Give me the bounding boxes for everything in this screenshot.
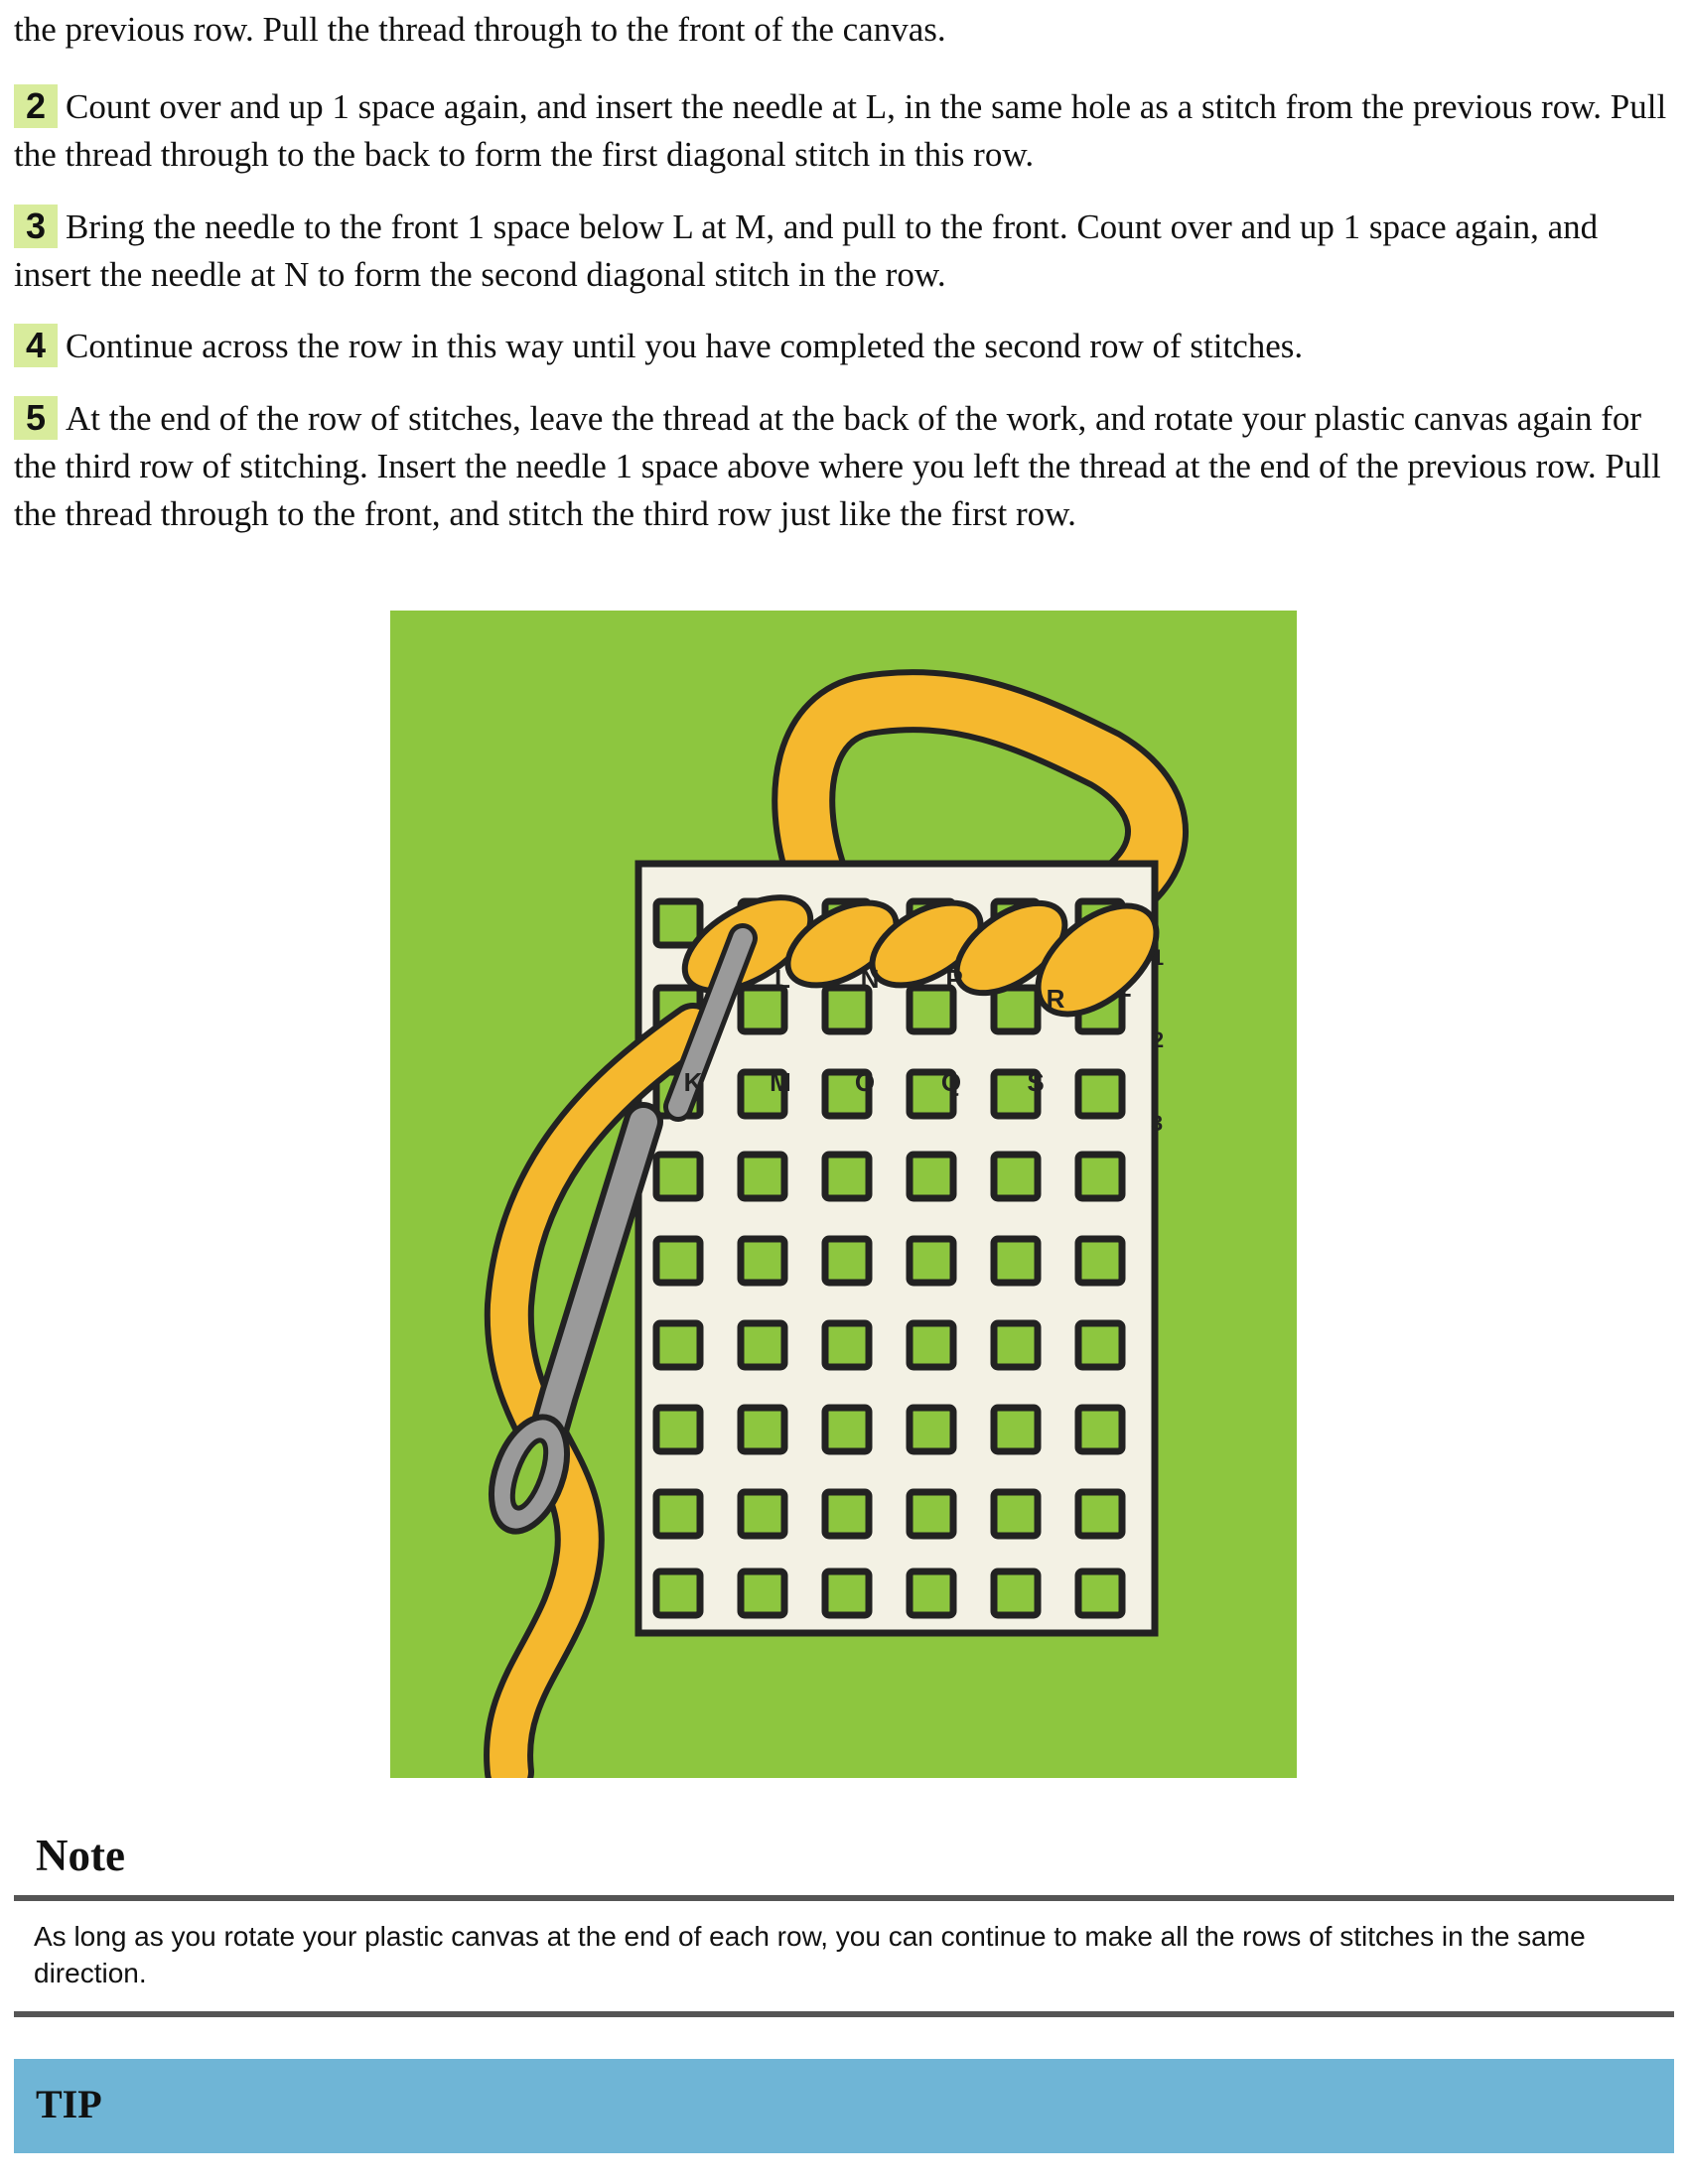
step-5 <box>14 395 1672 538</box>
canvas-hole <box>656 1492 700 1536</box>
note-title: Note <box>36 1831 125 1880</box>
canvas-hole <box>994 1408 1038 1451</box>
canvas-hole <box>656 1408 700 1451</box>
hole-label-o: O <box>854 1067 876 1097</box>
canvas-hole <box>656 1323 700 1367</box>
canvas-hole <box>994 1155 1038 1198</box>
canvas-hole <box>1078 1239 1122 1283</box>
canvas-hole <box>1078 1571 1122 1615</box>
canvas-hole <box>1078 1072 1122 1116</box>
step-number: 4 <box>14 324 58 367</box>
canvas-hole <box>1078 1323 1122 1367</box>
step-text: Bring the needle to the front 1 space below L at M, and pull to the front. Count over and up 1 space again, and insert the needle at N to form the second diagonal stitch in the row. <box>14 207 1599 294</box>
canvas-hole <box>994 1239 1038 1283</box>
canvas-hole <box>656 1155 700 1198</box>
canvas-hole <box>741 1323 784 1367</box>
tip-box <box>14 2059 1674 2153</box>
canvas-hole <box>1078 1155 1122 1198</box>
canvas-hole <box>825 1408 869 1451</box>
intro-paragraph: the previous row. Pull the thread through to the front of the canvas. <box>14 10 946 49</box>
hole-label-q: Q <box>940 1067 962 1097</box>
canvas-hole <box>910 1571 953 1615</box>
hole-label-l: L <box>774 964 790 994</box>
canvas-hole <box>656 1239 700 1283</box>
canvas-hole <box>994 1323 1038 1367</box>
canvas-hole <box>825 1492 869 1536</box>
note-bottom-divider <box>14 2011 1674 2017</box>
canvas-hole <box>1078 1492 1122 1536</box>
canvas-hole <box>656 901 700 945</box>
hole-label-t: T <box>1115 988 1131 1018</box>
tip-title: TIP <box>36 2082 102 2126</box>
step-text: Continue across the row in this way until you have completed the second row of stitches. <box>66 327 1304 365</box>
canvas-hole <box>994 1492 1038 1536</box>
plastic-canvas-illustration <box>390 611 1297 1778</box>
canvas-hole <box>910 988 953 1031</box>
canvas-hole <box>910 1492 953 1536</box>
canvas-hole <box>741 1239 784 1283</box>
canvas-hole <box>825 1571 869 1615</box>
canvas-hole <box>910 1323 953 1367</box>
canvas-hole <box>910 1155 953 1198</box>
step-4 <box>14 323 1672 370</box>
canvas-hole <box>741 1492 784 1536</box>
canvas-hole <box>994 1571 1038 1615</box>
canvas-hole <box>741 988 784 1031</box>
step-text: At the end of the row of stitches, leave the thread at the back of the work, and rotate your plastic canvas again for the third row of stitching. Insert the needle 1 space above where you left the thread at the end of the previous row. Pull the thread through to the front, and stitch the third row just like the first row. <box>14 399 1661 533</box>
canvas-hole <box>825 988 869 1031</box>
step-number: 5 <box>14 396 58 440</box>
hole-label-m: M <box>770 1067 791 1097</box>
row-number-2: 2 <box>1151 1027 1165 1052</box>
canvas-hole <box>825 1239 869 1283</box>
canvas-hole <box>994 988 1038 1031</box>
step-number: 2 <box>14 84 58 128</box>
step-3 <box>14 204 1672 299</box>
hole-label-n: N <box>860 964 880 994</box>
canvas-hole <box>741 1408 784 1451</box>
hole-label-s: S <box>1027 1067 1045 1097</box>
note-text: As long as you rotate your plastic canvas at the end of each row, you can continue to make all the rows of stitches in the same direction. <box>34 1921 1586 1988</box>
step-text: Count over and up 1 space again, and insert the needle at L, in the same hole as a stitch from the previous row. Pull the thread through to the back to form the first diagonal stitch in this row. <box>14 87 1667 174</box>
canvas-hole <box>741 1155 784 1198</box>
canvas-hole <box>910 1239 953 1283</box>
canvas-hole <box>656 1571 700 1615</box>
canvas-hole <box>825 1323 869 1367</box>
row-number-1: 1 <box>1151 945 1165 970</box>
hole-label-r: R <box>1046 984 1065 1014</box>
hole-label-k: K <box>683 1067 703 1097</box>
row-number-3: 3 <box>1150 1111 1164 1136</box>
hole-label-p: P <box>945 964 963 994</box>
step-2 <box>14 83 1672 179</box>
canvas-hole <box>741 1571 784 1615</box>
canvas-hole <box>825 1155 869 1198</box>
canvas-hole <box>1078 1408 1122 1451</box>
canvas-hole <box>910 1408 953 1451</box>
step-number: 3 <box>14 205 58 248</box>
note-top-divider <box>14 1895 1674 1901</box>
